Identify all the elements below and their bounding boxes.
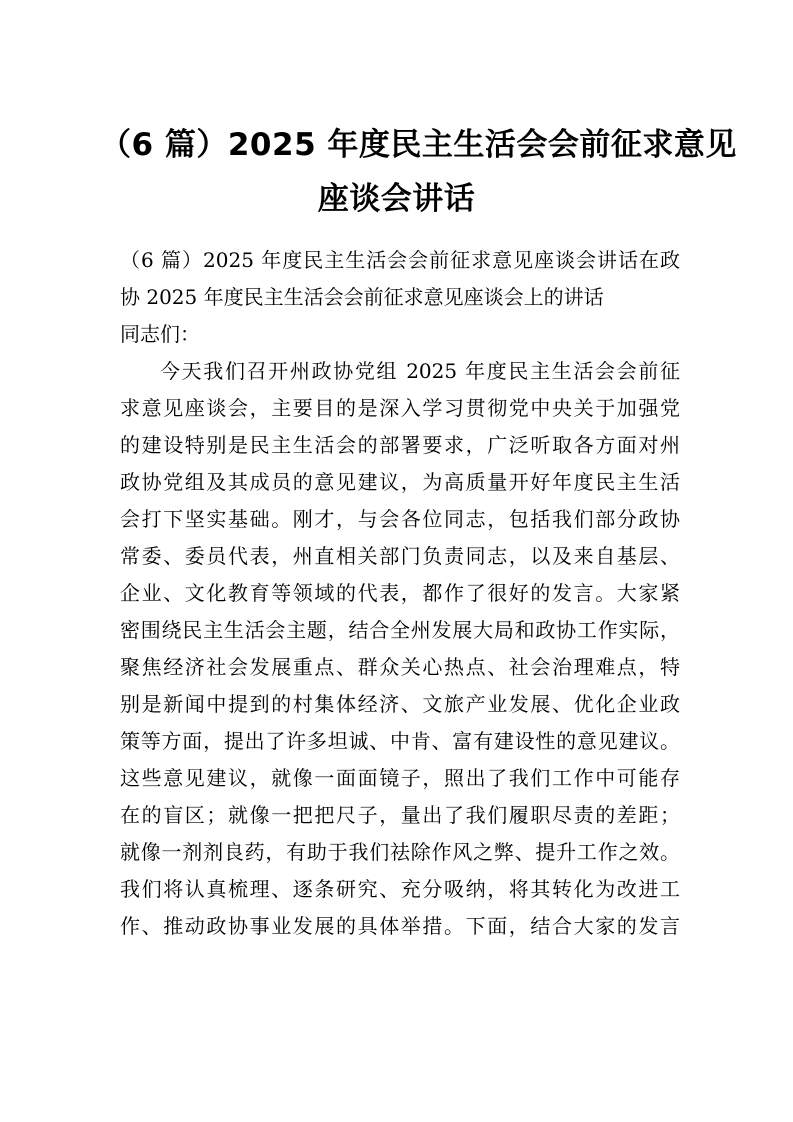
intro-line-1: （6 篇）2025 年度民主生活会会前征求意见座谈会讲话在政 bbox=[120, 248, 680, 272]
document-title bbox=[100, 118, 737, 226]
title-line-1: （6 篇）2025 年度民主生活会会前征求意见 bbox=[100, 127, 737, 163]
paragraph-line: 我们将认真梳理、逐条研究、充分吸纳，将其转化为改进工 bbox=[120, 877, 680, 901]
paragraph-line: 今天我们召开州政协党组 2025 年度民主生活会会前征 bbox=[160, 359, 680, 383]
paragraph-line: 在的盲区；就像一把把尺子，量出了我们履职尽责的差距； bbox=[120, 803, 680, 827]
paragraph-line: 聚焦经济社会发展重点、群众关心热点、社会治理难点，特 bbox=[120, 655, 680, 679]
paragraph-line: 别是新闻中提到的村集体经济、文旅产业发展、优化企业政 bbox=[120, 692, 680, 716]
paragraph-line: 的建设特别是民主生活会的部署要求，广泛听取各方面对州 bbox=[120, 433, 680, 457]
paragraph-line: 政协党组及其成员的意见建议，为高质量开好年度民主生活 bbox=[120, 470, 680, 494]
paragraph-line: 作、推动政协事业发展的具体举措。下面，结合大家的发言 bbox=[120, 914, 680, 938]
paragraph-line: 策等方面，提出了许多坦诚、中肯、富有建设性的意见建议。 bbox=[120, 729, 680, 753]
paragraph-line: 密围绕民主生活会主题，结合全州发展大局和政协工作实际， bbox=[120, 618, 680, 642]
document-body bbox=[120, 242, 680, 945]
paragraph-line: 常委、委员代表，州直相关部门负责同志，以及来自基层、 bbox=[120, 544, 680, 568]
paragraph-line: 就像一剂剂良药，有助于我们祛除作风之弊、提升工作之效。 bbox=[120, 840, 680, 864]
paragraph-line: 这些意见建议，就像一面面镜子，照出了我们工作中可能存 bbox=[120, 766, 680, 790]
salutation: 同志们： bbox=[120, 322, 200, 346]
paragraph-line: 求意见座谈会，主要目的是深入学习贯彻党中央关于加强党 bbox=[120, 396, 680, 420]
paragraph-line: 企业、文化教育等领域的代表，都作了很好的发言。大家紧 bbox=[120, 581, 680, 605]
paragraph-line: 会打下坚实基础。刚才，与会各位同志，包括我们部分政协 bbox=[120, 507, 680, 531]
title-line-2: 座谈会讲话 bbox=[317, 181, 476, 217]
intro-line-2: 协 2025 年度民主生活会会前征求意见座谈会上的讲话 bbox=[120, 285, 604, 309]
